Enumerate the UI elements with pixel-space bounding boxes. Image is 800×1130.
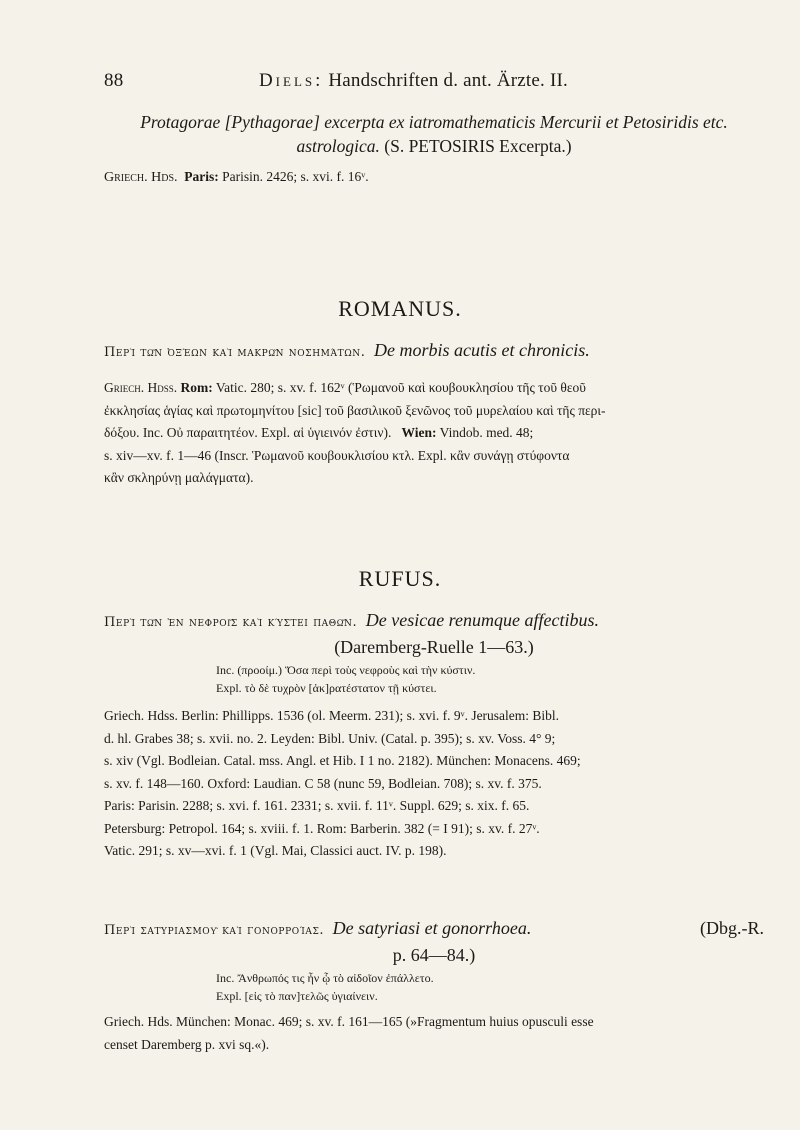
header-title: Handschriften d. ant. Ärzte. II. bbox=[328, 70, 568, 91]
romanus-heading: ROMANUS. bbox=[338, 296, 462, 321]
rufus-mss-line: s. xv. f. 148—160. Oxford: Laudian. C 58 (nunc 59, Bodleian. 708); s. xv. f. 375. bbox=[104, 775, 542, 791]
rufus-work1-ref: (Daremberg-Ruelle 1—63.) bbox=[334, 637, 534, 657]
rufus-mss-line: censet Daremberg p. xvi sq.«). bbox=[104, 1036, 270, 1052]
romanus-mss bbox=[104, 377, 764, 490]
rufus-mss-line: Vatic. 291; s. xv—xvi. f. 1 (Vgl. Mai, Classici auct. IV. p. 198). bbox=[104, 843, 447, 858]
rufus-work2-ref-a: (Dbg.-R. bbox=[700, 918, 764, 938]
running-header bbox=[104, 70, 568, 92]
rufus-work2-inc: Inc. Ἄνθρωπός τις ἦν ᾧ τὸ αἰδοῖον ἐπάλλετο. bbox=[216, 971, 434, 985]
romanus-mss-line: κἂν σκληρύνῃ μαλάγματα). bbox=[104, 470, 254, 485]
mss-city: Rom: bbox=[180, 380, 213, 395]
rufus-work2-greek-title: Περὶ σατυριασμοῦ καὶ γονορροίας. bbox=[104, 923, 325, 938]
rufus-mss-line: Petersburg: Petropol. 164; s. xviii. f. 1. Rom: Barberin. 382 (= I 91); s. xv. f. 27ᵛ. bbox=[104, 820, 540, 836]
rufus-work1-inc: Inc. (προοίμ.) Ὅσα περὶ τοὺς νεφροὺς καὶ τὴν κύστιν. bbox=[216, 663, 476, 677]
rufus-work2 bbox=[104, 916, 764, 1056]
rufus-work2-expl: Expl. [εἰς τὸ παν]τελῶς ὑγιαίνειν. bbox=[216, 989, 378, 1003]
protagoras-title-paren: (S. PETOSIRIS Excerpta.) bbox=[384, 136, 572, 156]
rufus-work1-expl: Expl. τὸ δὲ τυχρὸν [ἀκ]ρατέστατον τῇ κύστει. bbox=[216, 681, 437, 695]
rufus-work1 bbox=[104, 608, 764, 863]
romanus-greek-title: Περὶ τῶν ὀξέων καὶ μακρῶν νοσημάτων. bbox=[104, 345, 366, 360]
romanus-mss-line: s. xiv—xv. f. 1—46 (Inscr. Ῥωμανοῦ κουβουκλισίου κτλ. Expl. κἂν συνάγῃ στύφοντα bbox=[104, 447, 570, 463]
romanus-work-title bbox=[104, 338, 764, 365]
rufus-work1-title bbox=[104, 608, 764, 635]
rufus-work2-ref-b: p. 64—84.) bbox=[392, 945, 476, 965]
mss-text: Vatic. 280; s. xv. f. 162ᵛ (Ῥωμανοῦ καὶ κουβουκλησίου τῆς τοῦ θεοῦ bbox=[215, 380, 586, 395]
protagoras-section bbox=[104, 110, 764, 189]
romanus-mss-line bbox=[104, 422, 764, 445]
romanus-latin-title: De morbis acutis et chronicis. bbox=[373, 340, 590, 360]
mss-text: Parisin. 2426; s. xvi. f. 16ᵛ. bbox=[222, 169, 369, 184]
header-author: Diels: bbox=[258, 70, 324, 91]
mss-city: Paris: bbox=[184, 169, 219, 184]
protagoras-title-line1: Protagorae [Pythagorae] excerpta ex iatromathematicis Mercurii et Petosiridis etc. bbox=[140, 112, 728, 132]
rufus-mss-line: s. xiv (Vgl. Bodleian. Catal. mss. Angl. et Hib. I 1 no. 2182). München: Monacens. 469; bbox=[104, 753, 581, 768]
rufus-work2-mss bbox=[104, 1011, 764, 1056]
rufus-heading: RUFUS. bbox=[358, 566, 442, 591]
mss-city: Wien: bbox=[401, 425, 437, 440]
rufus-work1-latin-title: De vesicae renumque affectibus. bbox=[365, 610, 599, 630]
page-number: 88 bbox=[104, 70, 124, 91]
mss-text: Vindob. med. 48; bbox=[439, 425, 534, 440]
mss-label: Griech. Hdss. bbox=[104, 380, 178, 395]
rufus-work2-latin-title: De satyriasi et gonorrhoea. bbox=[332, 918, 532, 938]
rufus-mss-line: Griech. Hdss. Berlin: Phillipps. 1536 (ol. Meerm. 231); s. xvi. f. 9ᵛ. Jerusalem: Bibl. bbox=[104, 708, 560, 723]
rufus-mss-line: d. hl. Grabes 38; s. xvii. no. 2. Leyden: Bibl. Univ. (Catal. p. 395); s. xv. Voss. 4° 9; bbox=[104, 730, 556, 746]
romanus-section bbox=[104, 338, 764, 490]
mss-label: Griech. Hds. bbox=[104, 170, 178, 185]
rufus-work2-title bbox=[104, 916, 764, 943]
romanus-mss-line: ἐκκλησίας ἁγίας καὶ πρωτομηνίτου [sic] τοῦ βασιλικοῦ ξενῶνος τοῦ μυρελαίου καὶ τῆς περι- bbox=[104, 402, 606, 418]
romanus-mss-line bbox=[104, 377, 764, 400]
protagoras-title-line2 bbox=[104, 134, 764, 158]
protagoras-mss bbox=[104, 166, 764, 189]
show-through bbox=[520, 40, 524, 57]
rufus-mss-line: Griech. Hds. München: Monac. 469; s. xv. f. 161—165 (»Fragmentum huius opusculi esse bbox=[104, 1014, 594, 1029]
protagoras-title-italic: astrologica. bbox=[296, 136, 380, 156]
mss-text: δόξου. Inc. Οὐ παραιτητέον. Expl. αἱ ὑγιεινόν ἐστιν). bbox=[104, 425, 392, 440]
rufus-mss-line: Paris: Parisin. 2288; s. xvi. f. 161. 2331; s. xvii. f. 11ᵛ. Suppl. 629; s. xix. f. 65. bbox=[104, 798, 530, 813]
rufus-work1-mss bbox=[104, 705, 764, 863]
rufus-work1-greek-title: Περὶ τῶν ἐν νεφροῖς καὶ κύστει παθῶν. bbox=[104, 615, 358, 630]
